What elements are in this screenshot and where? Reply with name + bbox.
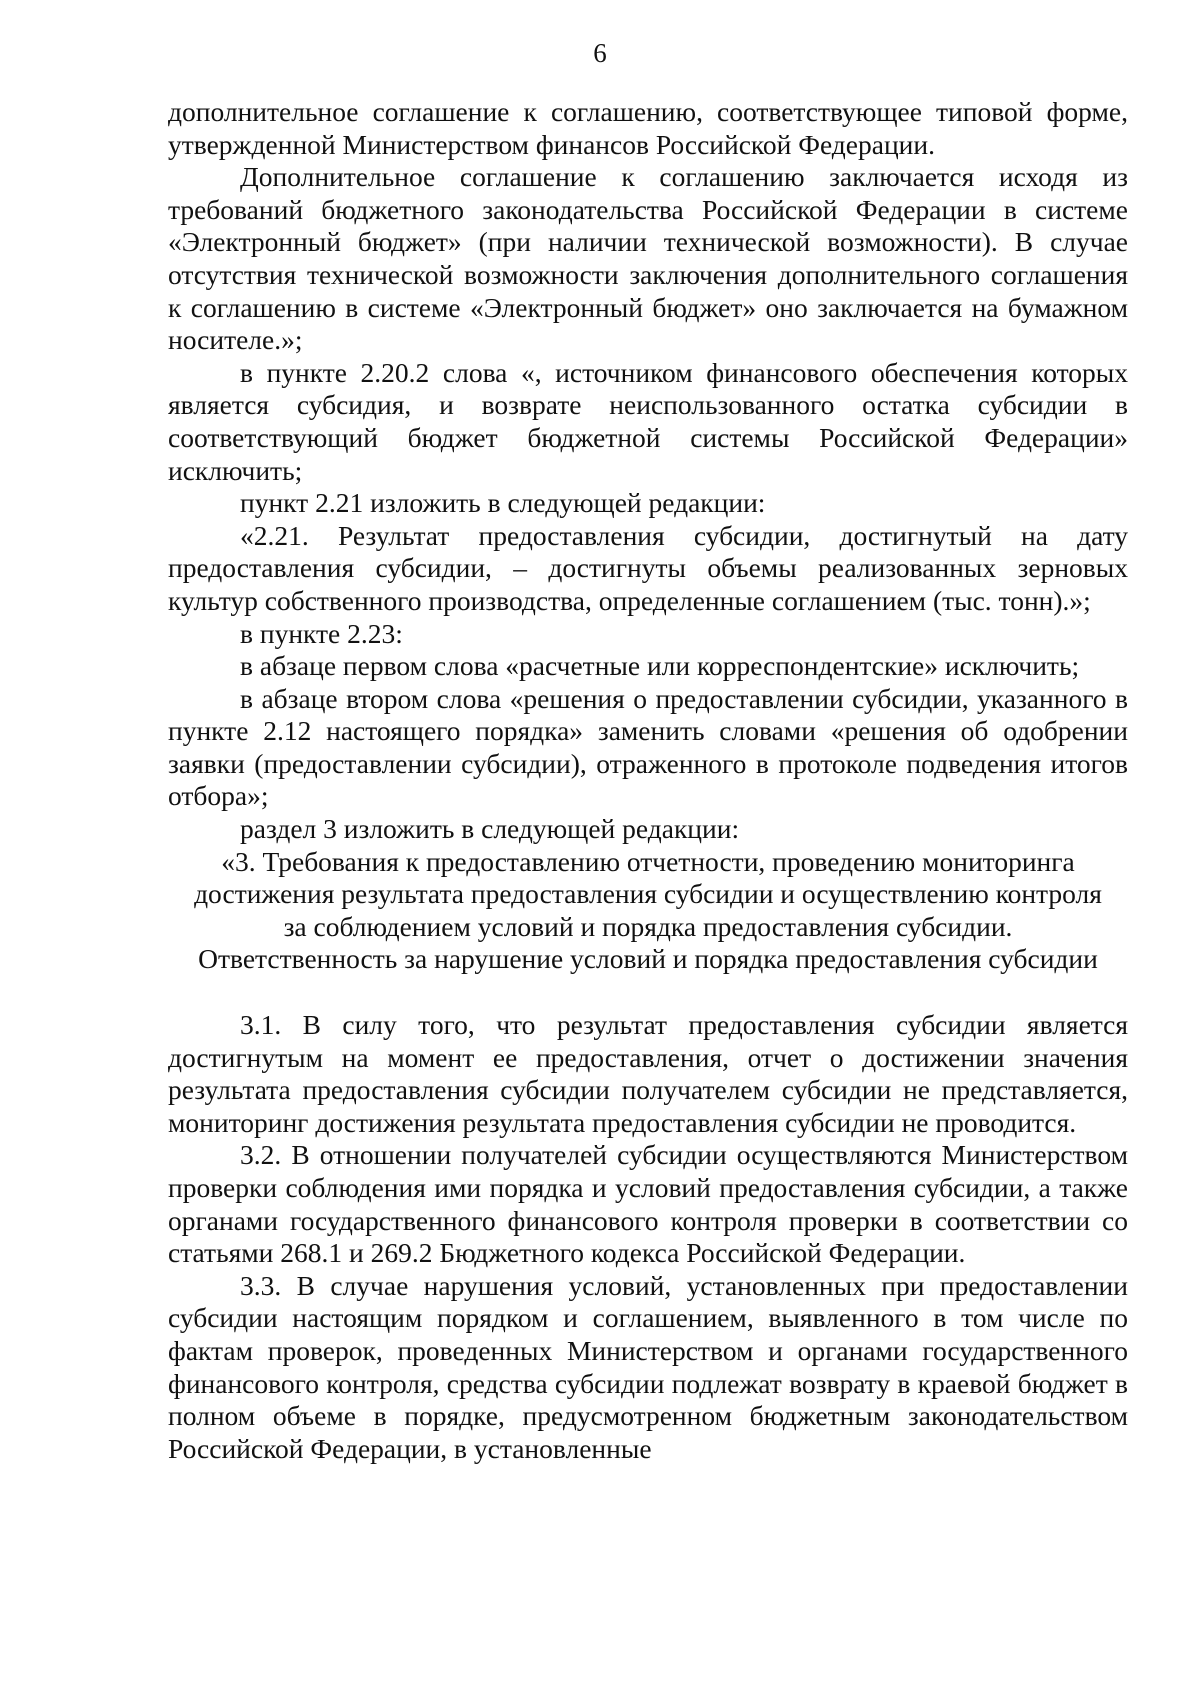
paragraph-3: в пункте 2.20.2 слова «, источником финансового обеспечения которых является субсидия, и возврате неиспользованного остатка субсидии в соответствующий бюджет бюджетной системы Российской Федерации» исключить; xyxy=(168,356,1128,486)
heading-line-3: за соблюдением условий и порядка предоставления субсидии. xyxy=(283,910,1013,942)
heading-line-2: достижения результата предоставления субсидии и осуществлению контроля xyxy=(194,878,1102,910)
section-3-heading xyxy=(168,846,1128,976)
document-body xyxy=(168,96,1128,1465)
paragraph-8: в абзаце втором слова «решения о предоставлении субсидии, указанного в пункте 2.12 настоящего порядка» заменить словами «решения об одобрении заявки (предоставлении субсидии), отраженного в протоколе подведения итогов отбора»; xyxy=(168,682,1128,812)
paragraph-1: дополнительное соглашение к соглашению, соответствующее типовой форме, утвержденной Министерством финансов Российской Федерации. xyxy=(168,96,1128,160)
paragraph-4: пункт 2.21 изложить в следующей редакции: xyxy=(240,487,766,519)
heading-line-4: Ответственность за нарушение условий и порядка предоставления субсидии xyxy=(198,943,1098,975)
page-number: 6 xyxy=(593,38,607,68)
paragraph-9: раздел 3 изложить в следующей редакции: xyxy=(240,813,740,845)
heading-line-1: «3. Требования к предоставлению отчетности, проведению мониторинга xyxy=(221,845,1075,877)
clause-3-3: 3.3. В случае нарушения условий, установленных при предоставлении субсидии настоящим порядком и соглашением, выявленного в том числе по фактам проверок, проведенных Министерством и органами государственного финансового контроля, средства субсидии подлежат возврату в краевой бюджет в полном объеме в порядке, предусмотренном бюджетным законодательством Российской Федерации, в установленные xyxy=(168,1269,1128,1464)
paragraph-7: в абзаце первом слова «расчетные или корреспондентские» исключить; xyxy=(240,650,1080,682)
paragraph-6: в пункте 2.23: xyxy=(240,617,403,649)
paragraph-5: «2.21. Результат предоставления субсидии, достигнутый на дату предоставления субсидии, – достигнуты объемы реализованных зерновых культур собственного производства, определенные соглашением (тыс. тонн).»; xyxy=(168,519,1128,616)
paragraph-2: Дополнительное соглашение к соглашению заключается исходя из требований бюджетного законодательства Российской Федерации в системе «Электронный бюджет» (при наличии технической возможности). В случае отсутствия технической возможности заключения дополнительного соглашения к соглашению в системе «Электронный бюджет» оно заключается на бумажном носителе.»; xyxy=(168,161,1128,356)
clause-3-2: 3.2. В отношении получателей субсидии осуществляются Министерством проверки соблюдения ими порядка и условий предоставления субсидии, а также органами государственного финансового контроля проверки в соответствии со статьями 268.1 и 269.2 Бюджетного кодекса Российской Федерации. xyxy=(168,1139,1128,1269)
clause-3-1: 3.1. В силу того, что результат предоставления субсидии является достигнутым на момент ее предоставления, отчет о достижении значения результата предоставления субсидии получателем субсидии не представляется, мониторинг достижения результата предоставления субсидии не проводится. xyxy=(168,1009,1128,1138)
